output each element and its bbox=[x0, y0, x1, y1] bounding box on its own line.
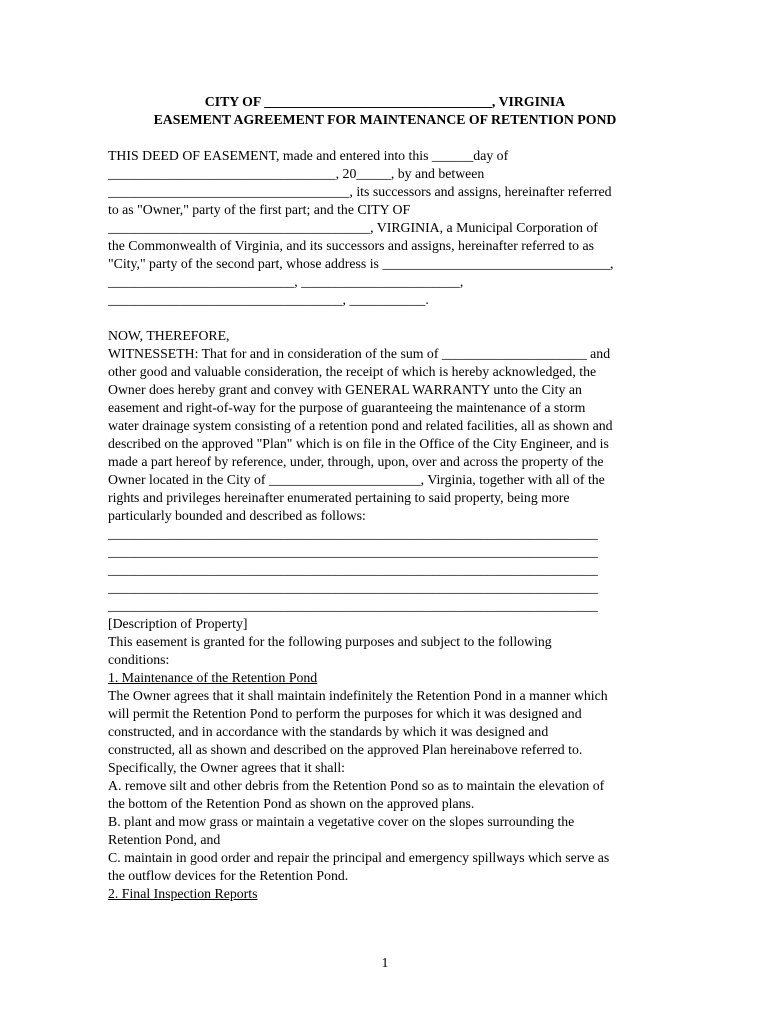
title-agreement-line: EASEMENT AGREEMENT FOR MAINTENANCE OF RETENTION POND bbox=[153, 112, 617, 127]
text-line: ______________________________________, VIRGINIA, a Municipal Corporation of bbox=[108, 220, 598, 235]
text-line: constructed, and in accordance with the standards by which it was designed and bbox=[108, 724, 549, 739]
text-line: _______________________________________________________________________ bbox=[108, 598, 598, 613]
text-line: B. plant and mow grass or maintain a vegetative cover on the slopes surrounding the bbox=[108, 814, 575, 829]
text-line: NOW, THEREFORE, bbox=[108, 328, 230, 343]
text-line: The Owner agrees that it shall maintain indefinitely the Retention Pond in a manner which bbox=[108, 688, 608, 703]
text-line: other good and valuable consideration, the receipt of which is hereby acknowledged, the bbox=[108, 364, 597, 379]
text-line: to as "Owner," party of the first part; and the CITY OF bbox=[108, 202, 411, 217]
text-line: A. remove silt and other debris from the Retention Pond so as to maintain the elevation of bbox=[108, 778, 605, 793]
text-line: _______________________________________________________________________ bbox=[108, 526, 598, 541]
text-line: described on the approved "Plan" which is on file in the Office of the City Engineer, and is bbox=[108, 436, 609, 451]
text-line: WITNESSETH: That for and in consideration of the sum of _____________________ and bbox=[108, 346, 611, 361]
text-line: water drainage system consisting of a retention pond and related facilities, all as shown and bbox=[108, 418, 613, 433]
document-content bbox=[108, 93, 662, 903]
text-line: THIS DEED OF EASEMENT, made and entered into this ______day of bbox=[108, 148, 509, 163]
text-line: will permit the Retention Pond to perform the purposes for which it was designed and bbox=[108, 706, 582, 721]
text-line: "City," party of the second part, whose address is _________________________________, bbox=[108, 256, 614, 271]
text-line: ___________________________________, its successors and assigns, hereinafter referred bbox=[108, 184, 612, 199]
text-line: Retention Pond, and bbox=[108, 832, 221, 847]
text-line: _______________________________________________________________________ bbox=[108, 544, 598, 559]
text-line: Owner does hereby grant and convey with GENERAL WARRANTY unto the City an bbox=[108, 382, 582, 397]
purpose-paragraph bbox=[108, 633, 662, 669]
intro-paragraph bbox=[108, 147, 662, 309]
text-line: Specifically, the Owner agrees that it shall: bbox=[108, 760, 346, 775]
text-line: rights and privileges hereinafter enumerated pertaining to said property, being more bbox=[108, 490, 570, 505]
page-number: 1 bbox=[381, 955, 389, 970]
text-line: _________________________________, 20_____, by and between bbox=[108, 166, 485, 181]
text-line: This easement is granted for the following purposes and subject to the following bbox=[108, 634, 552, 649]
text-line: _______________________________________________________________________ bbox=[108, 562, 598, 577]
section1-body bbox=[108, 687, 662, 885]
text-line: easement and right-of-way for the purpose of guaranteeing the maintenance of a storm bbox=[108, 400, 586, 415]
property-description-label: [Description of Property] bbox=[108, 616, 248, 631]
text-line: particularly bounded and described as follows: bbox=[108, 508, 366, 523]
text-line: the Commonwealth of Virginia, and its successors and assigns, hereinafter referred to as bbox=[108, 238, 595, 253]
section1-heading: 1. Maintenance of the Retention Pond bbox=[108, 670, 318, 685]
document-title bbox=[108, 93, 662, 129]
section2-heading: 2. Final Inspection Reports bbox=[108, 886, 258, 901]
text-line: the bottom of the Retention Pond as shown on the approved plans. bbox=[108, 796, 475, 811]
text-line: Owner located in the City of ______________________, Virginia, together with all of the bbox=[108, 472, 605, 487]
text-line: _______________________________________________________________________ bbox=[108, 580, 598, 595]
text-line: conditions: bbox=[108, 652, 170, 667]
text-line: __________________________________, ___________. bbox=[108, 292, 429, 307]
text-line: C. maintain in good order and repair the principal and emergency spillways which serve as bbox=[108, 850, 610, 865]
text-line: ___________________________, _______________________, bbox=[108, 274, 464, 289]
text-line: made a part hereof by reference, under, through, upon, over and across the property of the bbox=[108, 454, 604, 469]
title-city-line: CITY OF _________________________________, VIRGINIA bbox=[204, 94, 566, 109]
text-line: the outflow devices for the Retention Pond. bbox=[108, 868, 349, 883]
witnesseth-paragraph bbox=[108, 327, 662, 525]
text-line: constructed, all as shown and described on the approved Plan hereinabove referred to. bbox=[108, 742, 583, 757]
property-description-blank-lines bbox=[108, 525, 662, 615]
